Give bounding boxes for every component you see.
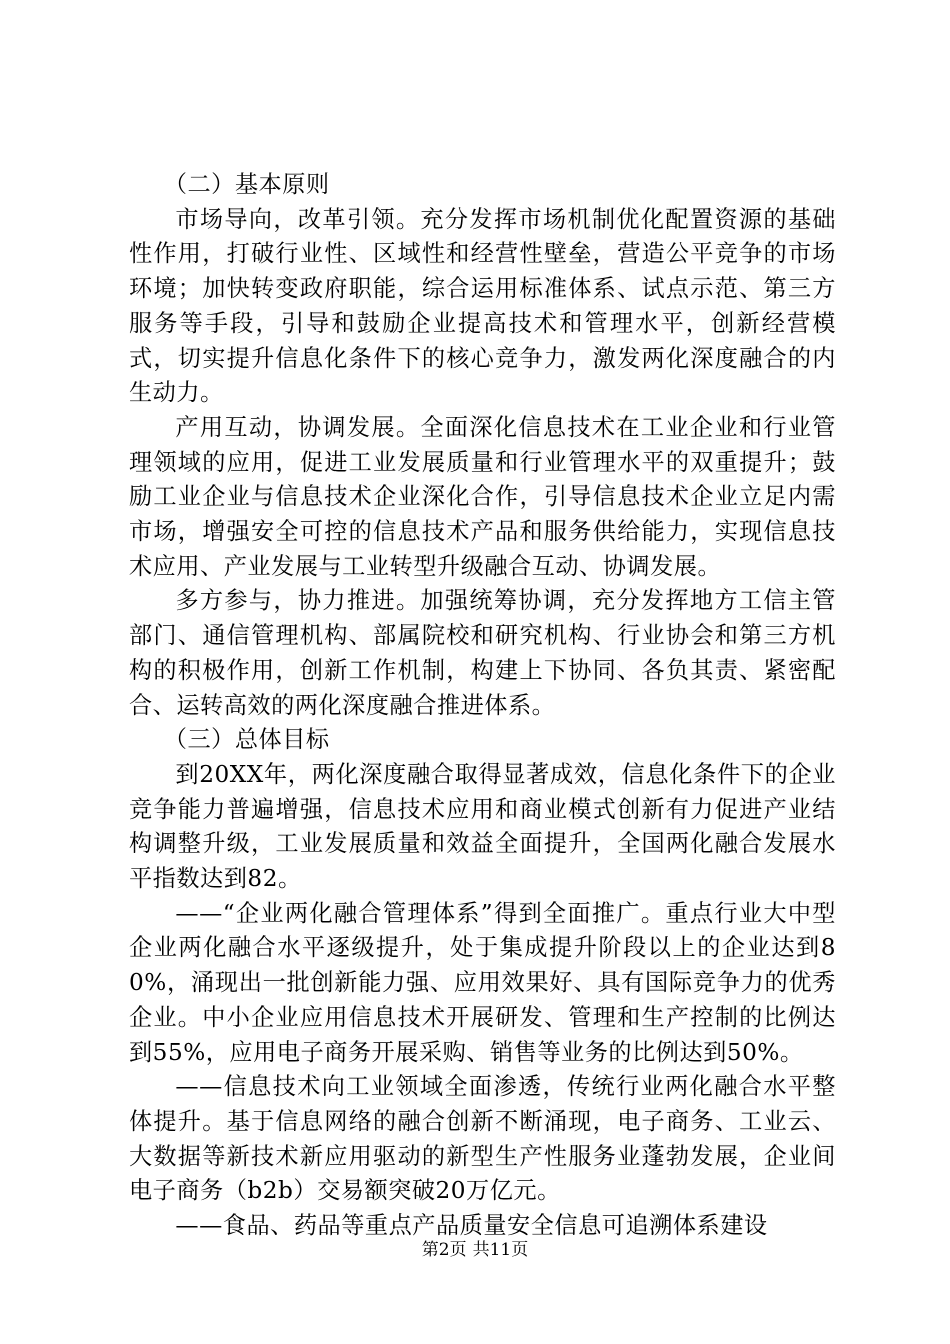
page-footer [0, 1240, 950, 1260]
paragraph-it-penetration: ——信息技术向工业领域全面渗透，传统行业两化融合水平整体提升。基于信息网络的融合创新不断涌现，电子商务、工业云、大数据等新技术新应用驱动的新型生产性服务业蓬勃发展，企业间电子商务（b2b）交易额突破20万亿元。 [129, 1073, 836, 1205]
paragraph-production-interaction: 产用互动，协调发展。全面深化信息技术在工业企业和行业管理领域的应用，促进工业发展质量和行业管理水平的双重提升；鼓励工业企业与信息技术企业深化合作，引导信息技术企业立足内需市场，增强安全可控的信息技术产品和服务供给能力，实现信息技术应用、产业发展与工业转型升级融合互动、协调发展。 [129, 413, 836, 580]
page-number: 第2页 [421, 1240, 467, 1260]
paragraph-multi-party-participation: 多方参与，协力推进。加强统筹协调，充分发挥地方工信主管部门、通信管理机构、部属院校和研究机构、行业协会和第三方机构的积极作用，创新工作机制，构建上下协同、各负其责、紧密配合、运转高效的两化深度融合推进体系。 [129, 587, 836, 719]
section-heading-basic-principles: （二）基本原则 [163, 171, 330, 198]
total-pages: 共11页 [472, 1240, 529, 1260]
paragraph-goal-overview: 到20XX年，两化深度融合取得显著成效，信息化条件下的企业竞争能力普遍增强，信息技术应用和商业模式创新有力促进产业结构调整升级，工业发展质量和效益全面提升，全国两化融合发展水平指数达到82。 [129, 760, 836, 893]
paragraph-market-orientation: 市场导向，改革引领。充分发挥市场机制优化配置资源的基础性作用，打破行业性、区域性和经营性壁垒，营造公平竞争的市场环境；加快转变政府职能，综合运用标准体系、试点示范、第三方服务等手段，引导和鼓励企业提高技术和管理水平，创新经营模式，切实提升信息化条件下的核心竞争力，激发两化深度融合的内生动力。 [129, 205, 836, 407]
document-body [129, 168, 836, 1244]
paragraph-management-system: ——“企业两化融合管理体系”得到全面推广。重点行业大中型企业两化融合水平逐级提升，处于集成提升阶段以上的企业达到80%，涌现出一批创新能力强、应用效果好、具有国际竞争力的优秀企业。中小企业应用信息技术开展研发、管理和生产控制的比例达到55%，应用电子商务开展采购、销售等业务的比例达到50%。 [129, 899, 836, 1066]
paragraph-traceability-system: ——食品、药品等重点产品质量安全信息可追溯体系建设 [175, 1212, 768, 1240]
section-heading-overall-goals: （三）总体目标 [163, 726, 330, 754]
